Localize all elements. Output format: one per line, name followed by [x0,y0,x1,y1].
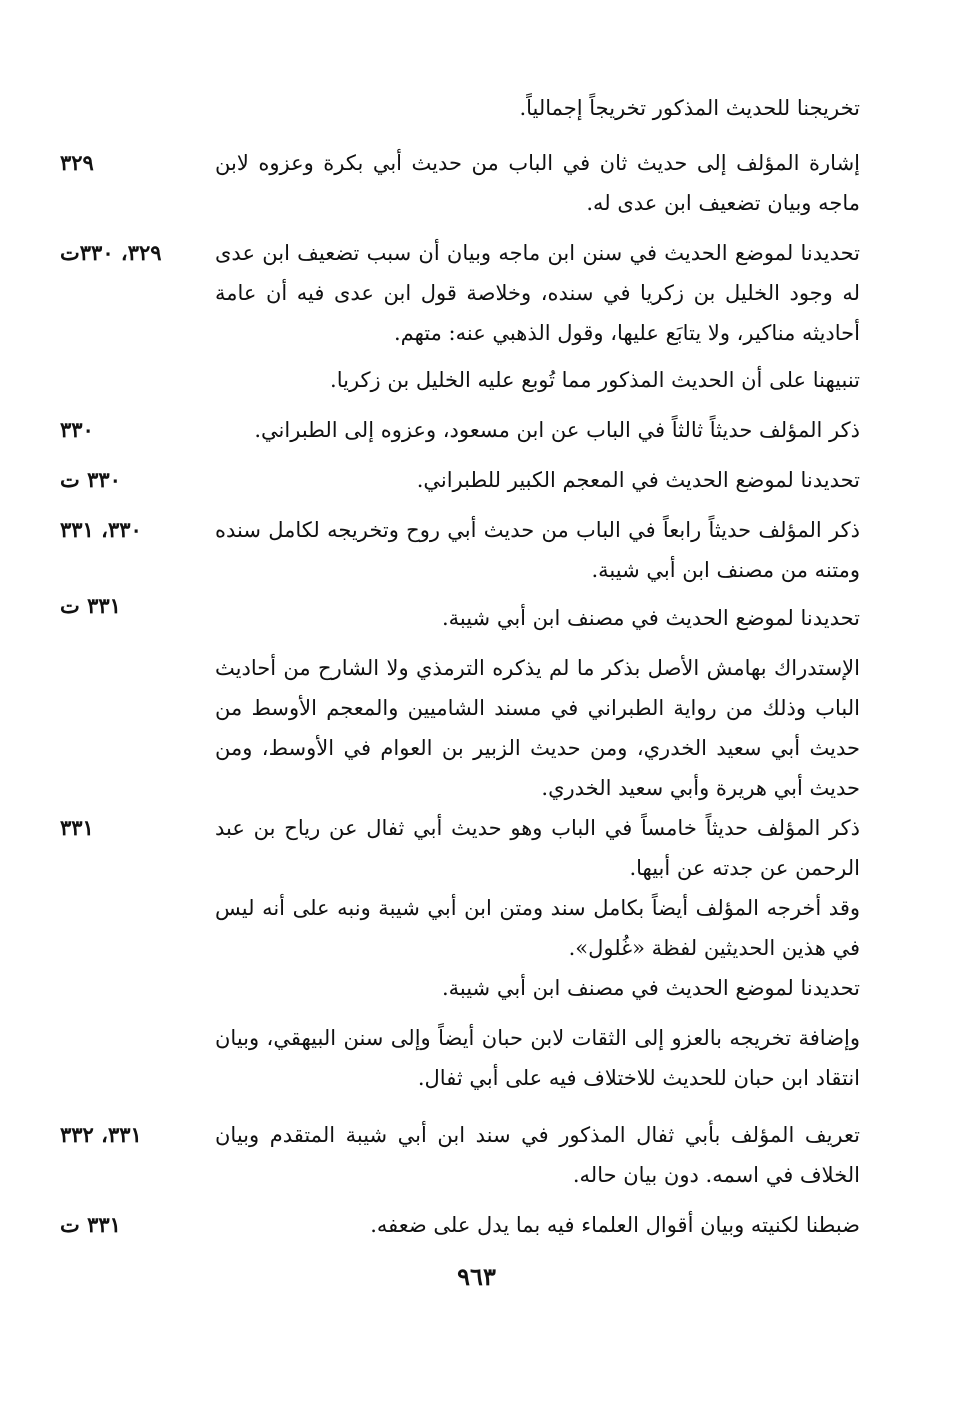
entry-pages: ٣٣١ ت [60,593,121,618]
entry-text: ضبطنا لكنيته وبيان أقوال العلماء فيه بما يدل على ضعفه. [370,1213,860,1237]
entry-pages: ٣٣١ [60,815,94,840]
entry-pages: ٣٣١ ت [60,1212,121,1237]
entry-pages: ٣٢٩ [60,150,94,175]
entry-text: وإضافة تخريجه بالعزو إلى الثقات لابن حبان أيضاً وإلى سنن البيهقي، وبيان انتقاد ابن حبان للحديث للاختلاف فيه على أبي ثفال. [215,1026,860,1090]
entry-text: تحديدنا لموضع الحديث في مصنف ابن أبي شيبة. [441,606,860,630]
entry-pages: ٣٣٠، ٣٣١ [60,517,142,542]
entry-pages: ٣٣٠ [60,417,94,442]
entry-pages: ٣٢٩، ٣٣٠ت [60,240,162,265]
entry-text: تنبيهنا على أن الحديث المذكور مما تُوبع عليه الخليل بن زكريا. [330,368,860,392]
entry-text: تحديدنا لموضع الحديث في المعجم الكبير للطبراني. [416,468,860,492]
page-number: ٩٦٣ [457,1262,496,1291]
entry-text: تحديدنا لموضع الحديث في مصنف ابن أبي شيبة. [441,976,860,1000]
entry-text: تعريف المؤلف بأبي ثفال المذكور في سند ابن أبي شيبة المتقدم وبيان الخلاف في اسمه. دون بيان حاله. [215,1123,860,1187]
entry-text: وقد أخرجه المؤلف أيضاً بكامل سند ومتن ابن أبي شيبة ونبه على أنه ليس في هذين الحديثين لفظة «غُلول». [215,896,860,960]
entry-text: الإستدراك بهامش الأصل بذكر ما لم يذكره الترمذي ولا الشارح من أحاديث الباب وذلك من رواية الطبراني في مسند الشاميين والمعجم الأوسط من حديث أبي سعيد الخدري، ومن حديث الزبير بن العوام في الأوسط، ومن حديث أبي هريرة وأبي سعيد الخدري. [215,656,860,800]
entry-text: تحديدنا لموضع الحديث في سنن ابن ماجه وبيان أن سبب تضعيف ابن عدى له وجود الخليل بن زكريا في سنده، وخلاصة قول ابن عدى فيه أن عامة أحاديثه مناكير، ولا يتابَع عليها، وقول الذهبي عنه: متهم. [215,241,860,345]
entry-text: إشارة المؤلف إلى حديث ثان في الباب من حديث أبي بكرة وعزوه لابن ماجه وبيان تضعيف ابن عدى له. [215,151,860,215]
entry-text: ذكر المؤلف حديثاً ثالثاً في الباب عن ابن مسعود، وعزوه إلى الطبراني. [254,418,860,442]
entry-pages: ٣٣١، ٣٣٢ [60,1122,142,1147]
entry-text: تخريجنا للحديث المذكور تخريجاً إجمالياً. [519,96,860,120]
entry-text: ذكر المؤلف حديثاً خامساً في الباب وهو حديث أبي ثفال عن رياح بن عبد الرحمن عن جدته عن أبيها. [215,816,860,880]
entry-text: ذكر المؤلف حديثاً رابعاً في الباب من حديث أبي روح وتخريجه لكامل سنده ومتنه من مصنف ابن أبي شيبة. [215,518,860,582]
entry-pages: ٣٣٠ ت [60,467,121,492]
